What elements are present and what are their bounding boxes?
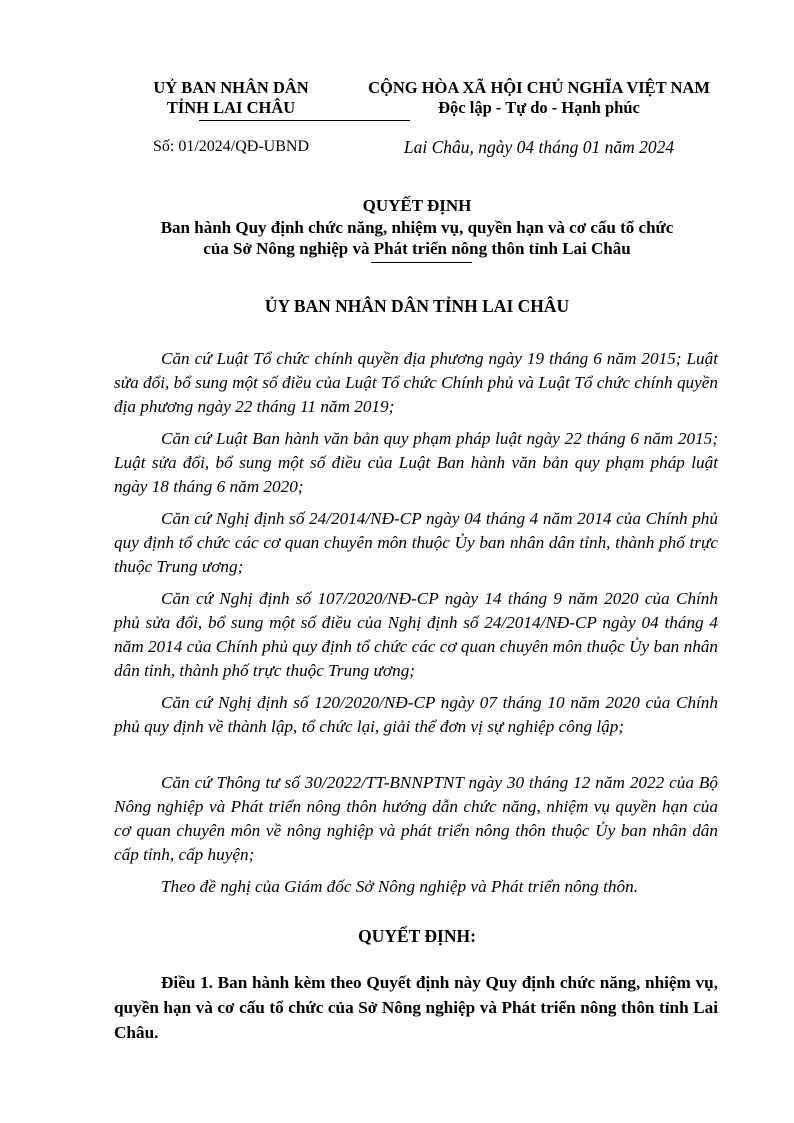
article-1: Điều 1. Ban hành kèm theo Quyết định này Quy định chức năng, nhiệm vụ, quyền hạn và cơ cấu tổ chức của Sở Nông nghiệp và Phát triển nông thôn tỉnh Lai Châu. <box>114 973 718 1042</box>
national-title: CỘNG HÒA XÃ HỘI CHỦ NGHĨA VIỆT NAM <box>368 78 710 97</box>
motto-underline <box>263 120 410 121</box>
proposal-basis: Theo đề nghị của Giám đốc Sở Nông nghiệp và Phát triển nông thôn. <box>161 877 639 896</box>
title-underline <box>371 262 472 263</box>
document-subtitle-line-2: của Sở Nông nghiệp và Phát triển nông thôn tỉnh Lai Châu <box>203 239 631 258</box>
legal-basis-3: Căn cứ Nghị định số 24/2014/NĐ-CP ngày 04 tháng 4 năm 2014 của Chính phủ quy định tổ chức các cơ quan chuyên môn thuộc Ủy ban nhân dân tỉnh, thành phố trực thuộc Trung ương; <box>114 509 718 576</box>
issuer-line-1: UỶ BAN NHÂN DÂN <box>153 78 309 97</box>
issuing-authority: ỦY BAN NHÂN DÂN TỈNH LAI CHÂU <box>264 296 570 316</box>
legal-basis-4: Căn cứ Nghị định số 107/2020/NĐ-CP ngày 14 tháng 9 năm 2020 của Chính phủ sửa đổi, bổ sung một số điều của Nghị định số 24/2014/NĐ-CP ngày 04 tháng 4 năm 2014 của Chính phủ quy định tổ chức các cơ quan chuyên môn thuộc Ủy ban nhân dân tỉnh, thành phố trực thuộc Trung ương; <box>114 589 718 680</box>
document-title: QUYẾT ĐỊNH <box>362 196 472 215</box>
legal-basis-5: Căn cứ Nghị định số 120/2020/NĐ-CP ngày 07 tháng 10 năm 2020 của Chính phủ quy định về thành lập, tổ chức lại, giải thể đơn vị sự nghiệp công lập; <box>114 693 718 736</box>
document-number: Số: 01/2024/QĐ-UBND <box>152 138 309 155</box>
national-motto: Độc lập - Tự do - Hạnh phúc <box>438 98 640 117</box>
decision-heading: QUYẾT ĐỊNH: <box>358 926 476 946</box>
legal-basis-2: Căn cứ Luật Ban hành văn bản quy phạm pháp luật ngày 22 tháng 6 năm 2015; Luật sửa đổi, bổ sung một số điều của Luật Ban hành văn bản quy phạm pháp luật ngày 18 tháng 6 năm 2020; <box>114 429 718 496</box>
document-subtitle-line-1: Ban hành Quy định chức năng, nhiệm vụ, quyền hạn và cơ cấu tổ chức <box>160 218 674 237</box>
legal-basis-6: Căn cứ Thông tư số 30/2022/TT-BNNPTNT ngày 30 tháng 12 năm 2022 của Bộ Nông nghiệp và Phát triển nông thôn hướng dẫn chức năng, nhiệm vụ quyền hạn của cơ quan chuyên môn về nông nghiệp và phát triển nông thôn thuộc Ủy ban nhân dân cấp tỉnh, cấp huyện; <box>114 773 718 864</box>
legal-basis-1: Căn cứ Luật Tổ chức chính quyền địa phương ngày 19 tháng 6 năm 2015; Luật sửa đổi, bổ sung một số điều của Luật Tổ chức Chính phủ và Luật Tổ chức chính quyền địa phương ngày 22 tháng 11 năm 2019; <box>114 349 718 416</box>
issuer-line-2: TỈNH LAI CHÂU <box>166 98 296 117</box>
place-date: Lai Châu, ngày 04 tháng 01 năm 2024 <box>403 137 675 157</box>
issuer-underline <box>199 120 263 121</box>
